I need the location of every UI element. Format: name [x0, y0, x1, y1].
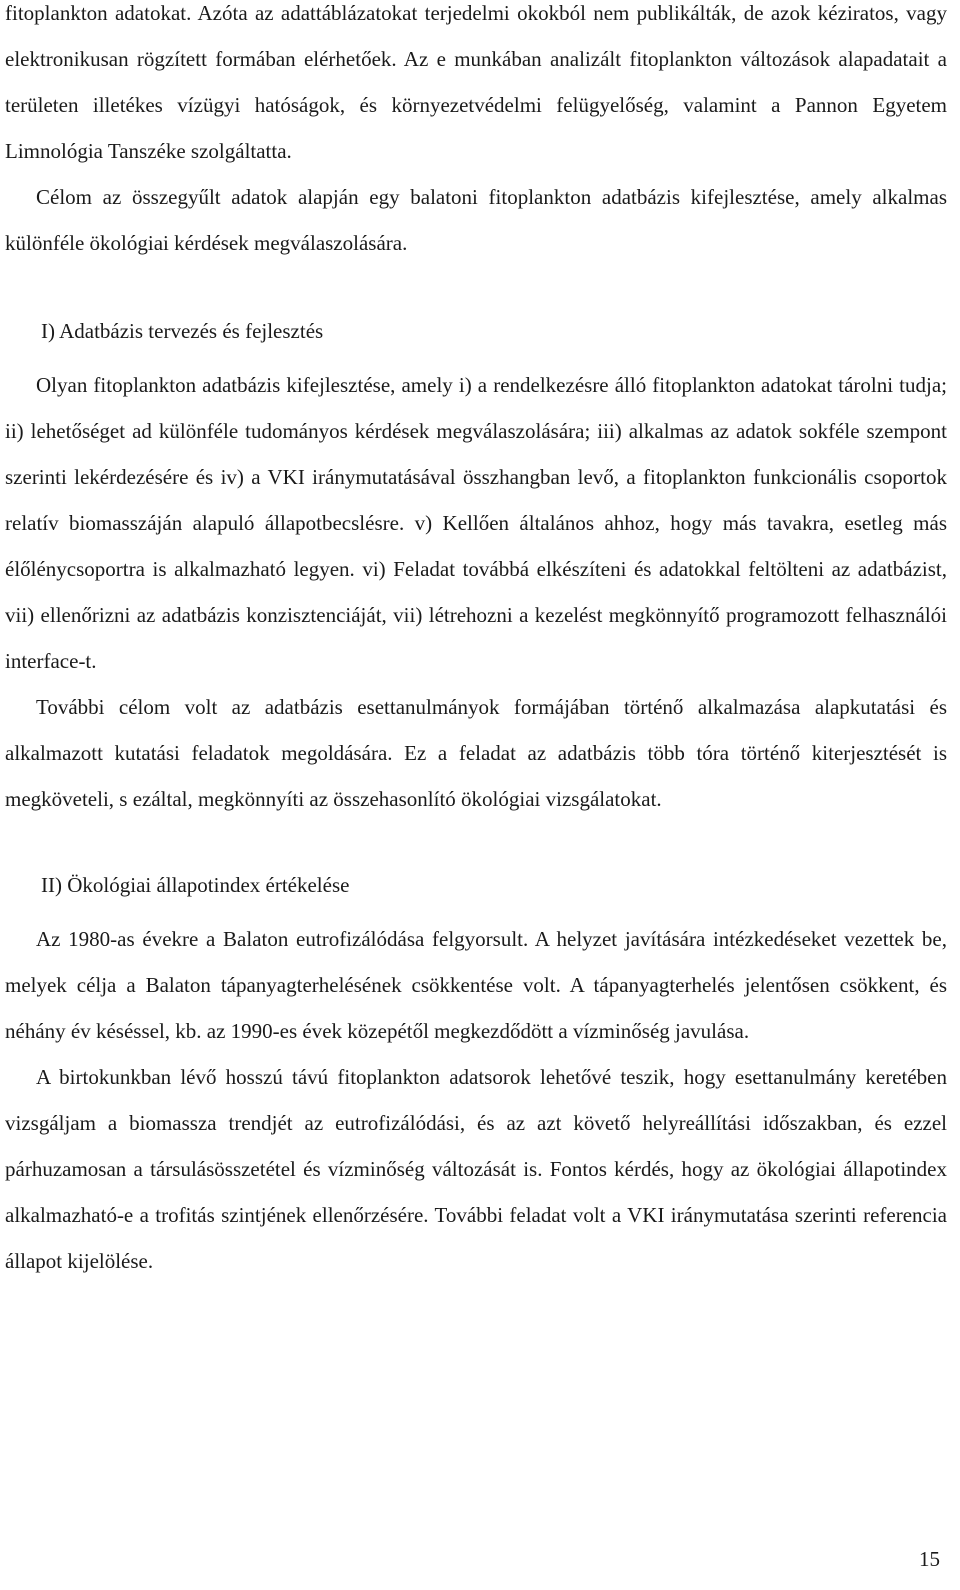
page-number: 15	[919, 1547, 940, 1571]
document-page	[5, 0, 947, 1284]
paragraph-intro-continuation: fitoplankton adatokat. Azóta az adattáblázatokat terjedelmi okokból nem publikálták, de azok kéziratos, vagy elektronikusan rögzített formában elérhetőek. Az e munkában analizált fitoplankton változások alapadatait a területen illetékes vízügyi hatóságok, és környezetvédelmi felügyelőség, valamint a Pannon Egyetem Limnológia Tanszéke szolgáltatta.	[5, 1, 947, 163]
paragraph-goal: Célom az összegyűlt adatok alapján egy balatoni fitoplankton adatbázis kifejlesztése, amely alkalmas különféle ökológiai kérdések megválaszolására.	[5, 185, 947, 255]
section-heading-database-design: I) Adatbázis tervezés és fejlesztés	[41, 319, 324, 343]
paragraph-long-term-data: A birtokunkban lévő hosszú távú fitoplankton adatsorok lehetővé teszik, hogy esettanulmány keretében vizsgáljam a biomassza trendjét az eutrofizálódási, és az azt követő helyreállítási időszakban, és ezzel párhuzamosan a társulásösszetétel és vízminőség változását is. Fontos kérdés, hogy az ökológiai állapotindex alkalmazható-e a trofitás szintjének ellenőrzésére. További feladat volt a VKI iránymutatása szerinti referencia állapot kijelölése.	[5, 1065, 947, 1273]
paragraph-database-objectives: Olyan fitoplankton adatbázis kifejlesztése, amely i) a rendelkezésre álló fitoplankton adatokat tárolni tudja; ii) lehetőséget ad különféle tudományos kérdések megválaszolására; iii) alkalmas az adatok sokféle szempont szerinti lekérdezésére és iv) a VKI iránymutatásával összhangban levő, a fitoplankton funkcionális csoportok relatív biomasszáján alapuló állapotbecslésre. v) Kellően általános ahhoz, hogy más tavakra, esetleg más élőlénycsoportra is alkalmazható legyen. vi) Feladat továbbá elkészíteni és adatokkal feltölteni az adatbázist, vii) ellenőrizni az adatbázis konzisztenciáját, vii) létrehozni a kezelést megkönnyítő programozott felhasználói interface-t.	[5, 373, 947, 673]
section-heading-ecological-index: II) Ökológiai állapotindex értékelése	[41, 873, 350, 897]
paragraph-further-goals: További célom volt az adatbázis esettanulmányok formájában történő alkalmazása alapkutatási és alkalmazott kutatási feladatok megoldására. Ez a feladat az adatbázis több tóra történő kiterjesztését is megköveteli, s ezáltal, megkönnyíti az összehasonlító ökológiai vizsgálatokat.	[5, 695, 947, 811]
paragraph-eutrophication: Az 1980-as évekre a Balaton eutrofizálódása felgyorsult. A helyzet javítására intézkedéseket vezettek be, melyek célja a Balaton tápanyagterhelésének csökkentése volt. A tápanyagterhelés jelentősen csökkent, és néhány év késéssel, kb. az 1990-es évek közepétől megkezdődött a vízminőség javulása.	[5, 927, 947, 1043]
